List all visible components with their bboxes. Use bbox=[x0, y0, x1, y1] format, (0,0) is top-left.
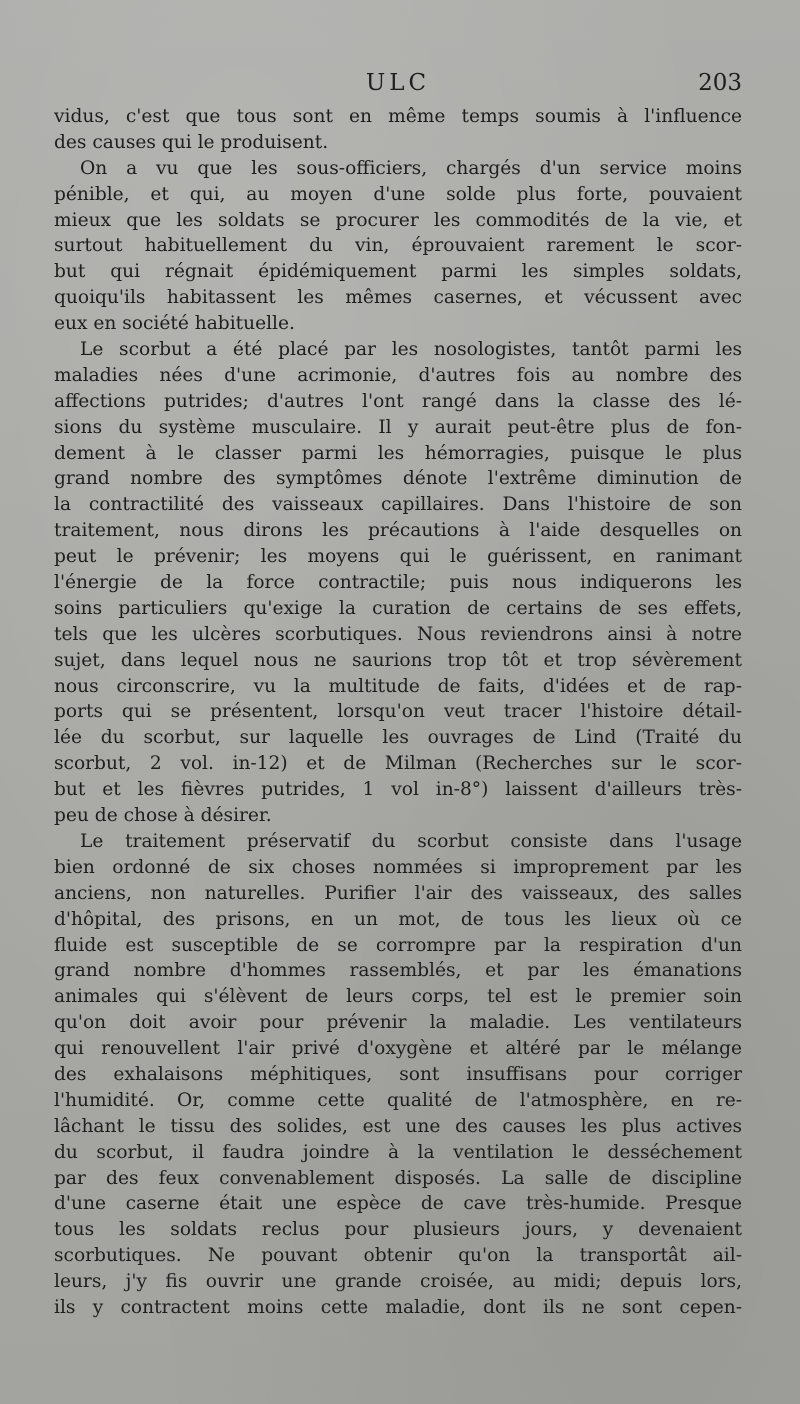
text-line: bien ordonné de six choses nommées si improprement par les bbox=[54, 856, 742, 878]
text-line: animales qui s'élèvent de leurs corps, tel est le premier soin bbox=[54, 986, 742, 1008]
text-line: qu'on doit avoir pour prévenir la maladie. Les ventilateurs bbox=[54, 1012, 742, 1034]
text-line: sions du système musculaire. Il y aurait peut-être plus de fon- bbox=[54, 416, 742, 438]
text-line: par des feux convenablement disposés. La salle de discipline bbox=[54, 1167, 742, 1189]
text-line: ils y contractent moins cette maladie, dont ils ne sont cepen- bbox=[54, 1296, 742, 1318]
text-line: affections putrides; d'autres l'ont rangé dans la classe des lé- bbox=[54, 390, 742, 412]
text-line: mieux que les soldats se procurer les commodités de la vie, et bbox=[54, 209, 742, 231]
text-line: but et les fièvres putrides, 1 vol in-8°) laissent d'ailleurs très- bbox=[54, 779, 742, 801]
text-line: lée du scorbut, sur laquelle les ouvrages de Lind (Traité du bbox=[54, 727, 742, 749]
text-line: traitement, nous dirons les précautions à l'aide desquelles on bbox=[54, 520, 742, 542]
text-line: On a vu que les sous-officiers, chargés d'un service moins bbox=[80, 157, 742, 179]
running-head bbox=[54, 70, 742, 106]
text-line: peut le prévenir; les moyens qui le guérissent, en ranimant bbox=[54, 546, 742, 568]
text-line: nous circonscrire, vu la multitude de faits, d'idées et de rap- bbox=[54, 675, 742, 697]
text-line: sujet, dans lequel nous ne saurions trop tôt et trop sévèrement bbox=[54, 649, 742, 671]
text-line: grand nombre d'hommes rassemblés, et par les émanations bbox=[54, 960, 742, 982]
text-line: Le scorbut a été placé par les nosologistes, tantôt parmi les bbox=[80, 339, 742, 361]
text-line: des causes qui le produisent. bbox=[54, 131, 329, 153]
text-line: l'humidité. Or, comme cette qualité de l'atmosphère, en re- bbox=[54, 1089, 742, 1111]
text-line: du scorbut, il faudra joindre à la ventilation le desséchement bbox=[54, 1141, 742, 1163]
text-line: dement à le classer parmi les hémorragies, puisque le plus bbox=[54, 442, 742, 464]
text-line: l'énergie de la force contractile; puis nous indiquerons les bbox=[54, 572, 742, 594]
text-line: Le traitement préservatif du scorbut consiste dans l'usage bbox=[80, 830, 742, 852]
text-line: fluide est susceptible de se corrompre par la respiration d'un bbox=[54, 934, 742, 956]
text-line: vidus, c'est que tous sont en même temps soumis à l'influence bbox=[54, 106, 742, 127]
text-line: tels que les ulcères scorbutiques. Nous reviendrons ainsi à notre bbox=[54, 623, 742, 645]
text-line: grand nombre des symptômes dénote l'extrême diminution de bbox=[54, 468, 742, 490]
text-line: maladies nées d'une acrimonie, d'autres fois au nombre des bbox=[54, 364, 742, 386]
text-line: d'une caserne était une espèce de cave très-humide. Presque bbox=[54, 1193, 742, 1215]
text-line: ports qui se présentent, lorsqu'on veut tracer l'histoire détail- bbox=[54, 701, 742, 723]
running-title: ULC bbox=[365, 70, 431, 96]
text-line: eux en société habituelle. bbox=[54, 313, 295, 335]
text-line: quoiqu'ils habitassent les mêmes casernes, et vécussent avec bbox=[54, 287, 742, 309]
text-line: lâchant le tissu des solides, est une des causes les plus actives bbox=[54, 1115, 742, 1137]
text-line: qui renouvellent l'air privé d'oxygène et altéré par le mélange bbox=[54, 1038, 742, 1060]
text-line: la contractilité des vaisseaux capillaires. Dans l'histoire de son bbox=[54, 494, 742, 516]
page-number: 203 bbox=[698, 70, 742, 96]
text-line: surtout habituellement du vin, éprouvaient rarement le scor- bbox=[54, 235, 742, 257]
text-line: tous les soldats reclus pour plusieurs jours, y devenaient bbox=[54, 1219, 742, 1241]
text-line: peu de chose à désirer. bbox=[54, 805, 272, 827]
text-line: pénible, et qui, au moyen d'une solde plus forte, pouvaient bbox=[54, 183, 742, 205]
text-line: leurs, j'y fis ouvrir une grande croisée, au midi; depuis lors, bbox=[54, 1271, 742, 1293]
text-line: anciens, non naturelles. Purifier l'air des vaisseaux, des salles bbox=[54, 882, 742, 904]
text-line: soins particuliers qu'exige la curation de certains de ses effets, bbox=[54, 597, 742, 619]
text-line: scorbutiques. Ne pouvant obtenir qu'on la transportât ail- bbox=[54, 1245, 742, 1267]
text-line: des exhalaisons méphitiques, sont insuffisans pour corriger bbox=[54, 1063, 742, 1085]
text-line: scorbut, 2 vol. in-12) et de Milman (Recherches sur le scor- bbox=[54, 753, 742, 775]
text-line: d'hôpital, des prisons, en un mot, de tous les lieux où ce bbox=[54, 908, 742, 930]
text-line: but qui régnait épidémiquement parmi les simples soldats, bbox=[54, 261, 742, 283]
body-text bbox=[54, 104, 742, 1321]
